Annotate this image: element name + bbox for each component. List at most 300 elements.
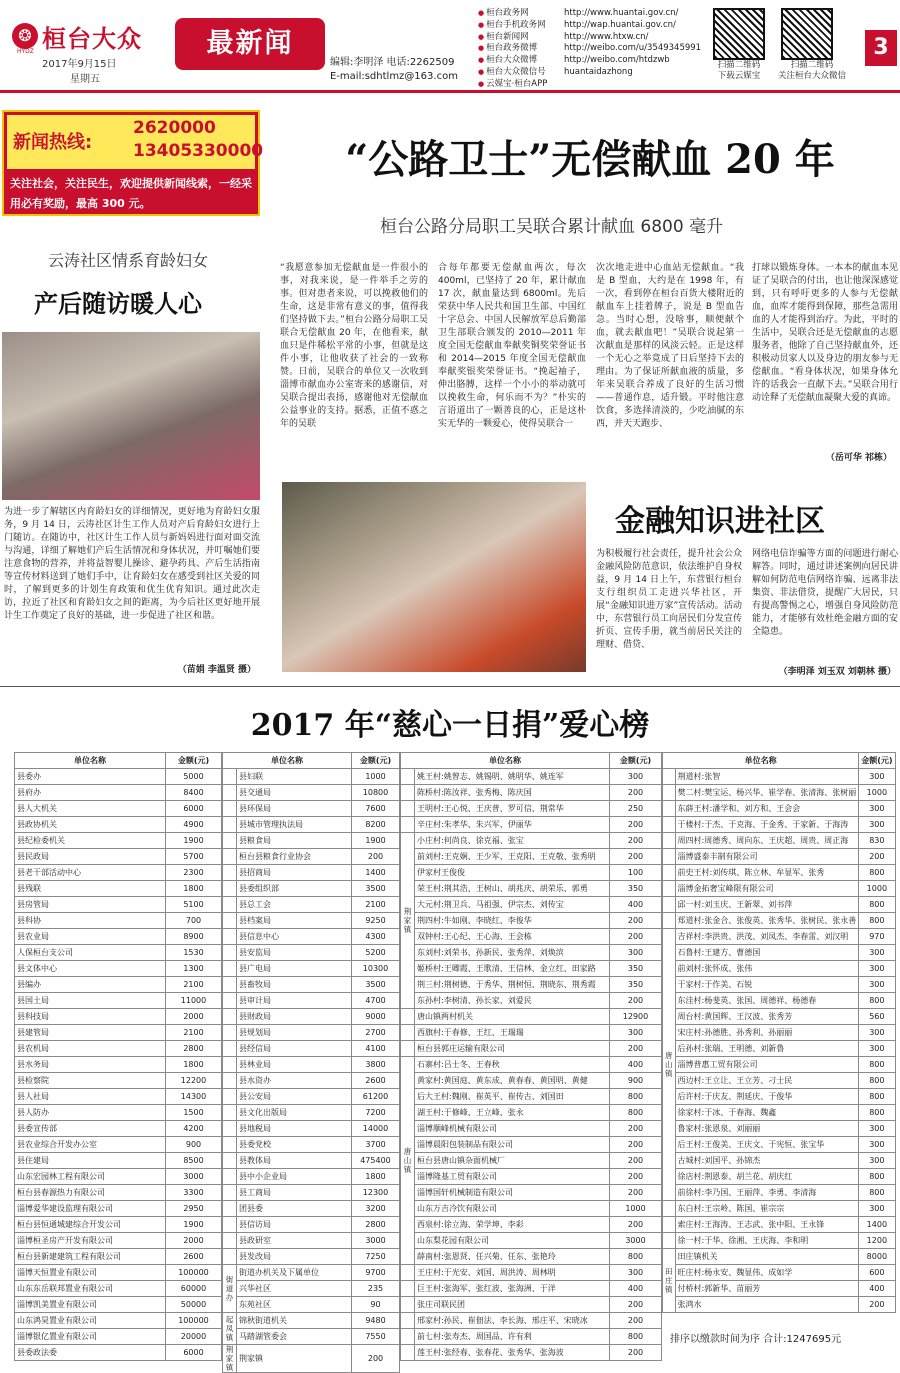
table-row	[223, 881, 400, 897]
table-row	[401, 977, 662, 993]
amount: 800	[610, 1105, 662, 1121]
table-row	[401, 1185, 662, 1201]
table-row	[223, 865, 400, 881]
table-row	[223, 785, 400, 801]
table-row	[663, 1105, 896, 1121]
table-row	[15, 1185, 222, 1201]
amount: 5100	[166, 897, 222, 913]
finance-photo	[282, 482, 586, 672]
table-row	[15, 833, 222, 849]
amount: 2700	[352, 1025, 400, 1041]
unit-name: 付桥村:郭新华、苗丽芳	[675, 1281, 859, 1297]
unit-name: 淄博凯美置业有限公司	[15, 1297, 166, 1313]
table-row	[223, 1137, 400, 1153]
amount: 10800	[352, 785, 400, 801]
unit-name: 徐家村:于冰、于春海、魏鑫	[675, 1105, 859, 1121]
table-row	[15, 881, 222, 897]
amount: 20000	[166, 1329, 222, 1345]
unit-name: 黄家村:黄国庭、黄东成、黄春春、黄国明、黄健	[415, 1073, 610, 1089]
town-empty	[663, 833, 676, 849]
unit-name: 县公安局	[237, 1089, 352, 1105]
table-row	[223, 769, 400, 785]
town-label: 唐山镇	[663, 929, 676, 1201]
channel-name: ● 桓台新闻网	[478, 32, 564, 44]
lead-byline: （岳可华 祁栋）	[825, 453, 892, 463]
town-empty	[663, 913, 676, 929]
table-row	[15, 977, 222, 993]
table-row	[401, 785, 662, 801]
amount: 800	[859, 897, 895, 913]
unit-name: 后大王村:魏刚、崔英平、崔传古、刘国田	[415, 1089, 610, 1105]
unit-name: 鲁家村:张恩泉、刘丽丽	[675, 1121, 859, 1137]
town-empty	[663, 897, 676, 913]
unit-name: 县府办	[15, 785, 166, 801]
unit-name: 街道办机关及下属单位	[237, 1265, 352, 1281]
unit-name: 团县委	[237, 1201, 352, 1217]
unit-name: 县审计局	[237, 993, 352, 1009]
channel-name: ● 桓台大众微信号	[478, 67, 564, 79]
unit-name: 陈桥村:陈汝祥、张秀梅、陈庆国	[415, 785, 610, 801]
table-row	[15, 929, 222, 945]
unit-name: 田庄镇机关	[675, 1249, 859, 1265]
logo-mark-icon: ❂	[12, 23, 38, 49]
unit-name: 淄博晨阳包装制品有限公司	[415, 1137, 610, 1153]
table-row	[15, 1073, 222, 1089]
town-empty	[223, 961, 237, 977]
table-row	[663, 1297, 896, 1313]
qr-code-icon[interactable]	[781, 8, 833, 60]
amount: 100000	[166, 1313, 222, 1329]
editor-email: E-mail:sdhtlmz@163.com	[330, 71, 458, 82]
table-row	[223, 929, 400, 945]
table-row	[401, 945, 662, 961]
town-empty	[663, 1217, 676, 1233]
left-story-headline: 产后随访暖人心	[34, 289, 202, 318]
table-row	[401, 1281, 662, 1297]
table-row	[401, 1169, 662, 1185]
table-row	[223, 913, 400, 929]
table-row	[663, 801, 896, 817]
unit-name: 姬桥村:王卿霞、王歌清、王信林、金立红、田家路	[415, 961, 610, 977]
unit-name: 桓台县春源热力有限公司	[15, 1185, 166, 1201]
amount: 200	[610, 849, 662, 865]
unit-name: 吉祥村:李洪贵、洪茂、刘凤杰、李春雷、刘汉明	[675, 929, 859, 945]
channel-link[interactable]: http://www.htxw.cn/	[564, 31, 649, 42]
channel-link[interactable]: http://www.huantai.gov.cn/	[564, 8, 679, 18]
table-row	[401, 897, 662, 913]
amount: 830	[859, 833, 895, 849]
channel-row	[478, 20, 701, 32]
unit-name: 县信访局	[237, 1217, 352, 1233]
table-row	[223, 993, 400, 1009]
unit-name: 桓台县恒通城建综合开发公司	[15, 1217, 166, 1233]
unit-name: 后王村:王俊美、王庆文、于宪恒、张宝华	[675, 1137, 859, 1153]
amount: 200	[610, 1169, 662, 1185]
table-row	[401, 817, 662, 833]
town-empty	[223, 1089, 237, 1105]
amount: 2800	[166, 1041, 222, 1057]
amount: 350	[610, 881, 662, 897]
lead-headline: “公路卫士”无偿献血 20 年	[345, 136, 835, 183]
unit-name: 前徐村:李乃国、王丽萍、李勇、李清海	[675, 1185, 859, 1201]
channel-row	[478, 79, 701, 91]
unit-name: 前刘村:王克娴、王少军、王克阳、王克敬、张秀明	[415, 849, 610, 865]
channel-name: ● 云媒宝·桓台APP	[478, 79, 564, 91]
amount: 2000	[166, 1233, 222, 1249]
amount: 200	[352, 849, 400, 865]
amount: 300	[610, 1265, 662, 1281]
table-row	[663, 1249, 896, 1265]
town-empty	[401, 1345, 415, 1361]
table-row	[401, 849, 662, 865]
donation-list-title: 2017 年“慈心一日捐”爱心榜	[250, 708, 650, 743]
unit-name: 山东鸿昊置业有限公司	[15, 1313, 166, 1329]
unit-name: 马踏湖管委会	[237, 1329, 352, 1345]
town-empty	[223, 897, 237, 913]
unit-name: 县文化出版局	[237, 1105, 352, 1121]
town-empty	[663, 769, 676, 785]
town-empty	[401, 1041, 415, 1057]
table-row	[401, 929, 662, 945]
table-row	[401, 1073, 662, 1089]
town-empty	[663, 785, 676, 801]
unit-name: 东孙村:李树清、孙长家、刘爱民	[415, 993, 610, 1009]
unit-name: 东白村:王宗岭、陈国、崔宗宗	[675, 1201, 859, 1217]
donation-table-3	[400, 752, 662, 1361]
amount: 300	[859, 961, 895, 977]
table-row	[15, 1297, 222, 1313]
amount: 800	[859, 1185, 895, 1201]
unit-name: 王庄村:于光安、刘国、周洪涛、周林明	[415, 1265, 610, 1281]
table-row	[663, 1201, 896, 1217]
donation-table-4	[662, 752, 896, 1313]
channel-link[interactable]: http://weibo.com/htdzwb	[564, 55, 670, 66]
masthead-title: 桓台大众	[42, 23, 142, 53]
unit-name: 淄博桓圣房产开发有限公司	[15, 1233, 166, 1249]
town-empty	[401, 1009, 415, 1025]
town-empty	[663, 801, 676, 817]
table-row	[15, 1217, 222, 1233]
table-row	[663, 865, 896, 881]
unit-name: 桓台县新建建筑工程有限公司	[15, 1249, 166, 1265]
amount: 300	[859, 769, 895, 785]
unit-name: 县农业综合开发办公室	[15, 1137, 166, 1153]
amount: 200	[352, 1345, 400, 1373]
unit-name: 县文体中心	[15, 961, 166, 977]
table-row	[401, 1233, 662, 1249]
town-empty	[401, 785, 415, 801]
unit-name: 县委政法委	[15, 1345, 166, 1361]
unit-name: 石寨村:吕士冬、王春秋	[415, 1057, 610, 1073]
table-row	[223, 1265, 400, 1281]
amount: 1400	[859, 1217, 895, 1233]
amount: 3800	[352, 1057, 400, 1073]
channel-link[interactable]: http://wap.huantai.gov.cn/	[564, 19, 676, 30]
amount: 9700	[352, 1265, 400, 1281]
amount: 1900	[166, 833, 222, 849]
amount: 200	[610, 1185, 662, 1201]
col-header-unit: 单位名称	[15, 753, 166, 769]
table-row	[223, 1345, 400, 1373]
amount: 800	[859, 993, 895, 1009]
unit-name: 县工商局	[237, 1185, 352, 1201]
town-empty	[223, 1185, 237, 1201]
finance-body-col1: 为积极履行社会责任，提升社会公众金融风险防范意识，依法维护自身权益，9 月 14 日上午，东营银行桓台支行组织员工走进兴华社区，开展“金融知识进万家”宣传活动。活动中，东营银行员工向居民们分发宣传折页、宣传手册，就当前居民关注的理财、借贷、	[596, 549, 742, 650]
amount: 250	[610, 801, 662, 817]
unit-name: 淄博银亿置业有限公司	[15, 1329, 166, 1345]
left-story-body: 为进一步了解辖区内育龄妇女的详细情况，更好地为育龄妇女服务，9 月 14 日，云涛社区计生工作人员对产后育龄妇女进行上门随访。在随访中，社区计生工作人员与新妈妈进行面对面交流与沟通，详细了解她们产后生活情况和身体状况，并叮嘱她们要注意食物的营养，并将益智婴儿操诊、避孕药具、产后生活指南等宣传材料送到了她们手中，让育龄妇女在感受到社区关爱的同时，了解到更多的计划生育政策和优生优育知识。通过此次走访，拉近了社区和育龄妇女之间的距离，为今后社区更好地开展计生工作奠定了良好的基础，进一步促进了社区和谐。	[4, 507, 260, 621]
unit-name: 县财政局	[237, 1009, 352, 1025]
editor-info	[330, 56, 458, 84]
amount: 600	[859, 1265, 895, 1281]
channel-name: ● 桓台政务网	[478, 8, 564, 20]
amount: 10300	[352, 961, 400, 977]
unit-name: 巨王村:张海军、张红波、张海洲、于洋	[415, 1281, 610, 1297]
qr1-label-a: 扫描二维码	[717, 60, 761, 70]
unit-name: 淄博国轩机械制造有限公司	[415, 1185, 610, 1201]
amount: 7600	[352, 801, 400, 817]
amount: 8900	[166, 929, 222, 945]
unit-name: 荆道村:张智	[675, 769, 859, 785]
town-empty	[401, 1025, 415, 1041]
table-row	[223, 1233, 400, 1249]
postnatal-visit-photo	[2, 332, 260, 500]
unit-name: 县委党校	[237, 1137, 352, 1153]
amount: 300	[859, 817, 895, 833]
table-row	[15, 1025, 222, 1041]
amount: 1800	[166, 1057, 222, 1073]
table-row	[15, 1329, 222, 1345]
amount: 200	[610, 785, 662, 801]
table-row	[223, 1313, 400, 1329]
amount: 700	[166, 913, 222, 929]
town-empty	[223, 1121, 237, 1137]
table-row	[223, 1073, 400, 1089]
amount: 7200	[352, 1105, 400, 1121]
amount: 800	[859, 1089, 895, 1105]
town-empty	[223, 929, 237, 945]
table-row	[663, 993, 896, 1009]
amount: 11000	[166, 993, 222, 1009]
unit-name: 樊二村:樊宝运、杨兴华、崔学春、张清海、张树丽	[675, 785, 859, 801]
header-rule	[0, 90, 900, 93]
table-row	[663, 1073, 896, 1089]
amount: 200	[610, 993, 662, 1009]
table-row	[663, 1009, 896, 1025]
town-label: 荆家镇	[223, 1345, 237, 1373]
table-row	[223, 1329, 400, 1345]
hotline-number-2[interactable]: 13405330000	[133, 141, 264, 161]
table-row	[223, 977, 400, 993]
amount: 200	[610, 833, 662, 849]
town-empty	[223, 945, 237, 961]
unit-name: 张鸿水	[675, 1297, 859, 1313]
amount: 800	[610, 1249, 662, 1265]
unit-name: 周四村:周德秀、周向东、王庆超、周贵、周正海	[675, 833, 859, 849]
amount: 300	[859, 801, 895, 817]
town-empty	[401, 817, 415, 833]
table-row	[223, 1105, 400, 1121]
table-row	[223, 801, 400, 817]
table-row	[663, 1185, 896, 1201]
amount: 1800	[166, 881, 222, 897]
amount: 800	[859, 1169, 895, 1185]
table-row	[15, 1233, 222, 1249]
amount: 7250	[352, 1249, 400, 1265]
unit-name: 兴华社区	[237, 1281, 352, 1297]
amount: 200	[610, 1121, 662, 1137]
amount: 200	[610, 1217, 662, 1233]
table-row	[223, 1297, 400, 1313]
issue-date: 2017年9月15日	[42, 59, 117, 70]
amount: 1900	[352, 833, 400, 849]
unit-name: 县教体局	[237, 1153, 352, 1169]
table-row	[223, 1041, 400, 1057]
amount: 300	[859, 945, 895, 961]
amount: 1000	[859, 785, 895, 801]
table-row	[15, 961, 222, 977]
amount: 1400	[352, 865, 400, 881]
table-row	[401, 1217, 662, 1233]
table-row	[401, 801, 662, 817]
hotline-text: 关注社会，关注民生，欢迎提供新闻线索，一经采用必有奖励，最高 300 元。	[10, 177, 252, 210]
town-empty	[401, 1281, 415, 1297]
amount: 60000	[166, 1281, 222, 1297]
amount: 14000	[352, 1121, 400, 1137]
unit-name: 县人社局	[15, 1089, 166, 1105]
channel-name: ● 桓台大众微博	[478, 55, 564, 67]
town-empty	[401, 1265, 415, 1281]
table-row	[401, 833, 662, 849]
unit-name: 徐一村:于华、徐湘、王庆海、李和明	[675, 1233, 859, 1249]
table-row	[15, 1169, 222, 1185]
table-row	[663, 769, 896, 785]
unit-name: 张庄司联民团	[415, 1297, 610, 1313]
amount: 2800	[352, 1217, 400, 1233]
unit-name: 古城村:刘国平、孙锦杰	[675, 1153, 859, 1169]
table-row	[15, 1249, 222, 1265]
unit-name: 荆三村:荆树德、于秀华、荆树恒、荆晓东、荆秀霞	[415, 977, 610, 993]
channel-name: ● 桓台政务微博	[478, 43, 564, 55]
qr-block-1	[706, 8, 772, 82]
amount: 300	[859, 977, 895, 993]
unit-name: 伊家村王俊俊	[415, 865, 610, 881]
amount: 7550	[352, 1329, 400, 1345]
town-empty	[223, 1025, 237, 1041]
table-row	[401, 1153, 662, 1169]
table-row	[401, 1089, 662, 1105]
unit-name: 旺庄村:杨永安、魏显伟、成如学	[675, 1265, 859, 1281]
amount: 800	[859, 1073, 895, 1089]
unit-name: 县科技局	[15, 1009, 166, 1025]
amount: 90	[352, 1297, 400, 1313]
amount: 4900	[166, 817, 222, 833]
unit-name: 县水资办	[237, 1073, 352, 1089]
unit-name: 西旗村:于春修、王红、王瑞瑞	[415, 1025, 610, 1041]
unit-name: 县编办	[15, 977, 166, 993]
table-row	[401, 1137, 662, 1153]
unit-name: 县委组织部	[237, 881, 352, 897]
unit-name: 县畜牧局	[237, 977, 352, 993]
unit-name: 县委办	[15, 769, 166, 785]
table-row	[223, 1009, 400, 1025]
town-empty	[663, 817, 676, 833]
col-header-unit: 单位名称	[223, 753, 352, 769]
amount: 8200	[352, 817, 400, 833]
unit-name: 县妇联	[237, 769, 352, 785]
table-row	[663, 897, 896, 913]
qr2-label-b: 关注桓台大众微信	[777, 71, 846, 81]
amount: 200	[859, 1297, 895, 1313]
amount: 2300	[166, 865, 222, 881]
town-empty	[223, 1217, 237, 1233]
channel-link[interactable]: huantaidazhong	[564, 66, 633, 77]
unit-name: 县总工会	[237, 897, 352, 913]
amount: 400	[610, 1057, 662, 1073]
table-row	[663, 849, 896, 865]
hotline-number-1[interactable]: 2620000	[133, 118, 216, 138]
town-empty	[223, 1201, 237, 1217]
amount: 200	[610, 817, 662, 833]
unit-name: 石鲁村:王建方、曹德国	[675, 945, 859, 961]
unit-name: 县残联	[15, 881, 166, 897]
town-label: 起凤镇	[223, 1313, 237, 1345]
amount: 3000	[166, 1169, 222, 1185]
town-empty	[401, 769, 415, 785]
hotline-label: 新闻热线:	[13, 132, 93, 153]
table-row	[663, 961, 896, 977]
town-empty	[401, 1329, 415, 1345]
amount: 400	[610, 897, 662, 913]
amount: 1000	[859, 881, 895, 897]
town-empty	[223, 1249, 237, 1265]
table-row	[15, 913, 222, 929]
amount: 2600	[352, 1073, 400, 1089]
table-row	[223, 1153, 400, 1169]
amount: 200	[859, 849, 895, 865]
town-label: 荆家镇	[401, 833, 415, 1009]
amount: 1500	[166, 1105, 222, 1121]
donation-table-2	[222, 752, 400, 1373]
unit-name: 郑道村:张金合、张俊英、张秀华、张树民、张永善	[675, 913, 859, 929]
unit-name: 县农业局	[15, 929, 166, 945]
table-row	[663, 913, 896, 929]
unit-name: 周台村:黄国辉、王汉波、张秀芳	[675, 1009, 859, 1025]
unit-name: 桓台县郭庄运输有限公司	[415, 1041, 610, 1057]
unit-name: 邢家村:孙民、崔佃法、李长海、邢庄平、宋晓冰	[415, 1313, 610, 1329]
town-label: 街道办	[223, 1265, 237, 1313]
unit-name: 姚王村:姚曾志、姚锡明、姚明华、姚连军	[415, 769, 610, 785]
table-row	[401, 881, 662, 897]
amount: 800	[610, 1329, 662, 1345]
town-empty	[223, 833, 237, 849]
unit-name: 县广电局	[237, 961, 352, 977]
unit-name: 县交通局	[237, 785, 352, 801]
table-row	[663, 1217, 896, 1233]
hotline-numbers	[7, 115, 264, 169]
town-empty	[223, 1073, 237, 1089]
channel-link[interactable]: http://weibo.com/u/3549345991	[564, 43, 702, 54]
unit-name: 薛南村:张恩贤、任兴菊、任东、张艳玲	[415, 1249, 610, 1265]
table-row	[15, 1137, 222, 1153]
unit-name: 县中小企业局	[237, 1169, 352, 1185]
unit-name: 县招商局	[237, 865, 352, 881]
col-header-amount: 金额(元)	[859, 753, 895, 769]
table-row	[15, 849, 222, 865]
qr-code-icon[interactable]	[713, 8, 765, 60]
unit-name: 县安监局	[237, 945, 352, 961]
unit-name: 于楼村:于杰、于克海、于金秀、于家新、于海涛	[675, 817, 859, 833]
